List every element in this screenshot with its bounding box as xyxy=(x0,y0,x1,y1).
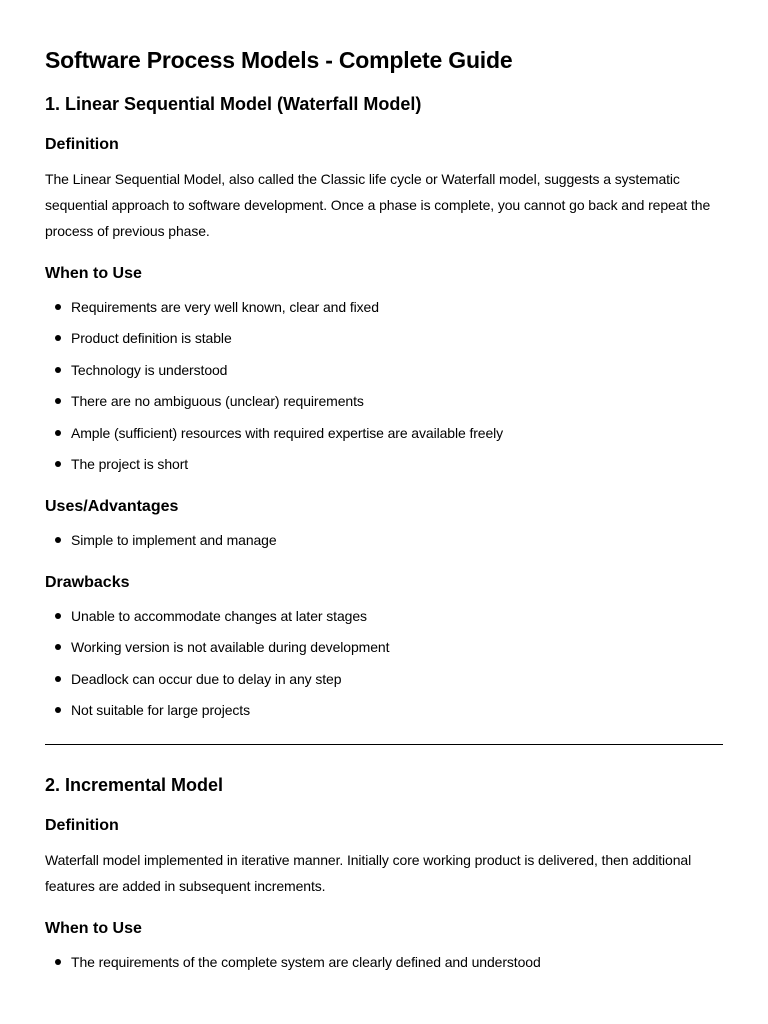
definition-heading: Definition xyxy=(45,817,119,835)
drawbacks-heading: Drawbacks xyxy=(45,573,130,591)
when-to-use-heading: When to Use xyxy=(45,265,142,282)
section-divider xyxy=(45,744,723,745)
bullet-icon xyxy=(55,398,61,404)
bullet-icon xyxy=(55,537,61,543)
list-item xyxy=(45,700,723,720)
list-item xyxy=(45,606,723,626)
list-item xyxy=(45,669,723,689)
list-item xyxy=(45,952,723,972)
list-item xyxy=(45,391,723,411)
bullet-icon xyxy=(55,461,61,467)
bullet-icon xyxy=(55,676,61,682)
list-item-text: The requirements of the complete system are clearly defined and understood xyxy=(71,954,541,971)
uses-advantages-heading: Uses/Advantages xyxy=(45,497,179,515)
bullet-icon xyxy=(55,367,61,373)
list-item xyxy=(45,454,723,474)
when-to-use-heading: When to Use xyxy=(45,920,142,938)
drawbacks-list xyxy=(45,606,723,720)
when-to-use-list xyxy=(45,952,723,972)
bullet-icon xyxy=(55,613,61,619)
when-to-use-list xyxy=(45,297,723,474)
list-item-text: Not suitable for large projects xyxy=(71,702,250,719)
list-item xyxy=(45,360,723,380)
list-item-text: Unable to accommodate changes at later stages xyxy=(71,607,367,624)
list-item-text: Working version is not available during development xyxy=(71,639,390,656)
list-item-text: Product definition is stable xyxy=(71,330,232,347)
definition-paragraph: Waterfall model implemented in iterative manner. Initially core working product is delivered, then additional features are added in subsequent increments. xyxy=(45,852,692,895)
page-title: Software Process Models - Complete Guide xyxy=(45,47,513,73)
section-heading-incremental: 2. Incremental Model xyxy=(45,775,224,796)
section-heading-waterfall: 1. Linear Sequential Model (Waterfall Model) xyxy=(45,94,422,114)
uses-advantages-list xyxy=(45,530,723,550)
list-item-text: There are no ambiguous (unclear) requirements xyxy=(71,393,364,410)
bullet-icon xyxy=(55,959,61,965)
list-item xyxy=(45,423,723,443)
list-item-text: The project is short xyxy=(71,455,189,472)
list-item-text: Technology is understood xyxy=(71,361,228,378)
definition-heading: Definition xyxy=(45,136,119,153)
bullet-icon xyxy=(55,644,61,650)
list-item-text: Deadlock can occur due to delay in any step xyxy=(71,670,342,687)
list-item xyxy=(45,328,723,348)
list-item xyxy=(45,530,723,550)
bullet-icon xyxy=(55,304,61,310)
list-item xyxy=(45,637,723,657)
definition-paragraph: The Linear Sequential Model, also called the Classic life cycle or Waterfall model, suggests a systematic sequential approach to software development. Once a phase is complete, you cannot go back and repeat the process of previous phase. xyxy=(45,171,711,239)
list-item-text: Ample (sufficient) resources with required expertise are available freely xyxy=(71,424,504,441)
bullet-icon xyxy=(55,707,61,713)
bullet-icon xyxy=(55,335,61,341)
bullet-icon xyxy=(55,430,61,436)
list-item-text: Requirements are very well known, clear and fixed xyxy=(71,299,379,315)
list-item-text: Simple to implement and manage xyxy=(71,531,277,548)
list-item xyxy=(45,297,723,317)
